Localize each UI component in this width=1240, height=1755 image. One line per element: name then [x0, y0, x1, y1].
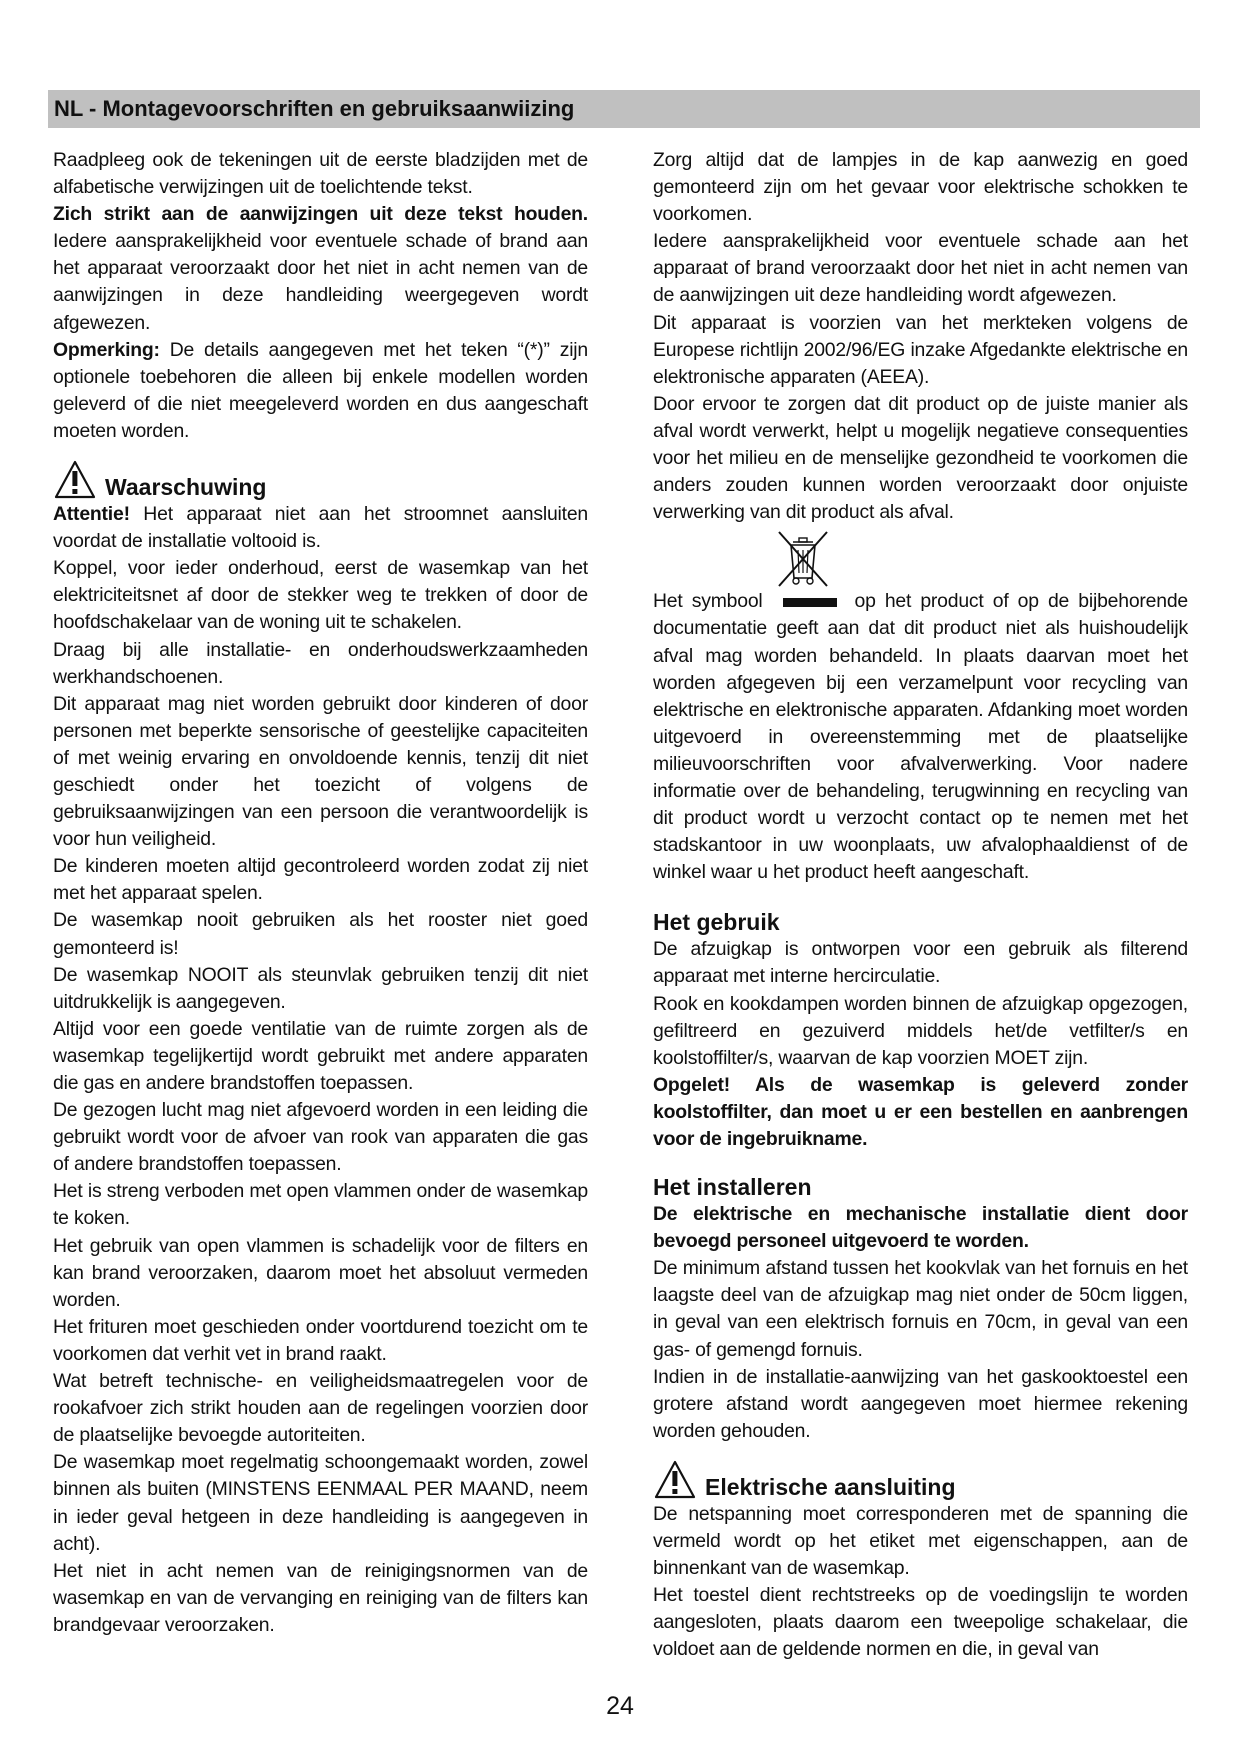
install-distance-paragraph: De minimum afstand tussen het kookvlak van het fornuis en het laagste deel van de afzuigkap mag niet onder de 50cm liggen, in geval van een elektrisch fornuis en 70cm, in geval van een gas- of gemengd fornuis. — [653, 1257, 1188, 1361]
warning-paragraph: Koppel, voor ieder onderhoud, eerst de wasemkap van het elektriciteitsnet af door de stekker weg te trekken of door de hoofdschakelaar van de woning uit te schakelen. — [53, 557, 588, 634]
install-gas-paragraph: Indien in de installatie-aanwijzing van het gaskooktoestel een grotere afstand wordt aangegeven moet hiermee rekening worden gehouden. — [653, 1365, 1188, 1442]
carbon-filter-warning — [653, 1072, 1188, 1153]
warning-paragraph: Dit apparaat mag niet worden gebruikt door kinderen of door personen met beperkte sensorische of geestelijke capaciteiten of met weinig ervaring en onvoldoende kennis, tenzij dit niet geschiedt onder het toezicht of volgens de gebruiksaanwijzingen van een persoon die verantwoordelijk is voor hun veiligheid. — [53, 692, 588, 851]
liability-paragraph — [53, 201, 588, 336]
use-paragraph: De afzuigkap is ontworpen voor een gebruik als filterend apparaat met interne hercirculatie. — [653, 938, 1188, 988]
warning-paragraph: Het frituren moet geschieden onder voortdurend toezicht om te voorkomen dat verhit vet in brand raakt. — [53, 1315, 588, 1365]
note-label: Opmerking: — [53, 338, 160, 361]
warning-paragraph: De wasemkap moet regelmatig schoongemaakt worden, zowel binnen als buiten (MINSTENS EENMAAL PER MAAND, neem in ieder geval hetgeen in deze handleiding is aangegeven in acht). — [53, 1451, 588, 1555]
attention-label: Attentie! — [53, 503, 130, 526]
warning-paragraph: Altijd voor een goede ventilatie van de ruimte zorgen als de wasemkap tegelijkertijd wordt gebruikt met andere apparaten die gas en andere brandstoffen toepassen. — [53, 1017, 588, 1094]
use-paragraph: Rook en kookdampen worden binnen de afzuigkap opgezogen, gefiltreerd en gezuiverd middels het/de vetfilter/s en koolstoffilter/s, waarvan de kap voorzien MOET zijn. — [653, 992, 1188, 1069]
symbol-paragraph — [653, 588, 1188, 886]
carbon-filter-warning-text: Opgelet! Als de wasemkap is geleverd zonder koolstoffilter, dan moet u er een bestellen en aanbrengen voor de ingebruikname. — [653, 1073, 1188, 1150]
warning-paragraph: Wat betreft technische- en veiligheidsmaatregelen voor de rookafvoer zich strikt houden aan de regelingen voorzien door de plaatselijke bevoegde autoriteiten. — [53, 1370, 588, 1447]
attention-text: Het apparaat niet aan het stroomnet aansluiten voordat de installatie voltooid is. — [53, 503, 588, 553]
warning-paragraph: Het is streng verboden met open vlammen onder de wasemkap te koken. — [53, 1180, 588, 1230]
section-header: NL - Montagevoorschriften en gebruiksaanwiizing — [48, 90, 1200, 128]
warning-triangle-icon — [653, 1459, 697, 1501]
liability-paragraph-2: Iedere aansprakelijkheid voor eventuele schade aan het apparaat of brand veroorzaakt door het niet in acht nemen van de aanwijzingen uit deze handleiding wordt afgewezen. — [653, 230, 1188, 307]
warning-heading — [53, 459, 588, 501]
weee-symbol-row — [653, 528, 1188, 588]
electrical-heading-text: Elektrische aansluiting — [705, 1473, 956, 1500]
strict-instruction-bold: Zich strikt aan de aanwijzingen uit deze tekst houden. — [53, 203, 588, 226]
symbol-text-after: op het product of op de bijbehorende documentatie geeft aan dat dit product niet als huishoudelijk afval mag worden behandeld. In plaats daarvan moet het worden afgegeven bij een verzamelpunt voor recycling van elektrische en elektronische apparaten. Afdanking moet worden uitgevoerd in overeenstemming met de plaatselijke milieuvoorschriften voor afvalverwerking. Voor nadere informatie over de behandeling, terugwinning en recycling van dit product wordt u verzocht contact op te nemen met het stadskantoor in uw woonplaats, uw afvalophaaldienst of de winkel waar u het product heeft aangeschaft. — [653, 590, 1188, 884]
lamp-paragraph: Zorg altijd dat de lampjes in de kap aanwezig en goed gemonteerd zijn om het gevaar voor elektrische schokken te voorkomen. — [653, 149, 1188, 226]
note-paragraph — [53, 337, 588, 445]
warning-paragraph: De kinderen moeten altijd gecontroleerd worden zodat zij niet met het apparaat spelen. — [53, 855, 588, 905]
warning-triangle-icon — [53, 459, 97, 501]
attention-paragraph — [53, 501, 588, 555]
disposal-paragraph: Door ervoor te zorgen dat dit product op de juiste manier als afval wordt verwerkt, helpt u mogelijk negatieve consequenties voor het milieu en de menselijke gezondheid te voorkomen die anders zouden kunnen worden veroorzaakt door onjuiste verwerking van dit product als afval. — [653, 392, 1188, 524]
warning-paragraph: Het gebruik van open vlammen is schadelijk voor de filters en kan brand veroorzaken, daarom moet het absoluut vermeden worden. — [53, 1234, 588, 1311]
left-column — [53, 147, 588, 1639]
use-heading: Het gebruik — [653, 909, 780, 936]
liability-text: Iedere aansprakelijkheid voor eventuele schade of brand aan het apparaat veroorzaakt door het niet in acht nemen van de aanwijzingen in deze handleiding weergegeven wordt afgewezen. — [53, 230, 588, 334]
electrical-heading — [653, 1459, 1188, 1501]
connection-paragraph: Het toestel dient rechtstreeks op de voedingslijn te worden aangesloten, plaats daarom een tweepolige schakelaar, die voldoet aan de geldende normen en die, in geval van — [653, 1584, 1188, 1661]
warning-heading-text: Waarschuwing — [105, 474, 267, 501]
warning-paragraph: De gezogen lucht mag niet afgevoerd worden in een leiding die gebruikt wordt voor de afvoer van rook van apparaten die gas of andere brandstoffen toepassen. — [53, 1099, 588, 1176]
note-text: De details aangegeven met het teken “(*)” zijn optionele toebehoren die alleen bij enkele modellen worden geleverd of die niet meegeleverd worden en dus aangeschaft moeten worden. — [53, 338, 588, 442]
warning-paragraph: De wasemkap nooit gebruiken als het rooster niet goed gemonteerd is! — [53, 909, 588, 959]
voltage-paragraph: De netspanning moet corresponderen met de spanning die vermeld wordt op het etiket met eigenschappen, aan de binnenkant van de wasemkap. — [653, 1502, 1188, 1580]
warning-paragraph: Het niet in acht nemen van de reinigingsnormen van de wasemkap en van de vervanging en reiniging van de filters kan brandgevaar veroorzaken. — [53, 1559, 588, 1636]
crossed-out-bin-icon — [771, 528, 835, 590]
install-qualified-text: De elektrische en mechanische installatie dient door bevoegd personeel uitgevoerd te worden. — [653, 1203, 1188, 1253]
weee-bar-icon — [783, 598, 837, 607]
symbol-text-before: Het symbool — [653, 590, 763, 613]
weee-directive-paragraph: Dit apparaat is voorzien van het merkteken volgens de Europese richtlijn 2002/96/EG inzake Afgedankte elektrische en elektronische apparaten (AEEA). — [653, 311, 1188, 388]
intro-paragraph: Raadpleeg ook de tekeningen uit de eerste bladzijden met de alfabetische verwijzingen uit de toelichtende tekst. — [53, 149, 588, 199]
warning-paragraph: De wasemkap NOOIT als steunvlak gebruiken tenzij dit niet uitdrukkelijk is aangegeven. — [53, 963, 588, 1013]
install-qualified-paragraph — [653, 1201, 1188, 1255]
install-heading: Het installeren — [653, 1174, 812, 1201]
warning-paragraph: Draag bij alle installatie- en onderhoudswerkzaamheden werkhandschoenen. — [53, 638, 588, 688]
page-number: 24 — [606, 1692, 634, 1720]
right-column — [653, 147, 1188, 1664]
